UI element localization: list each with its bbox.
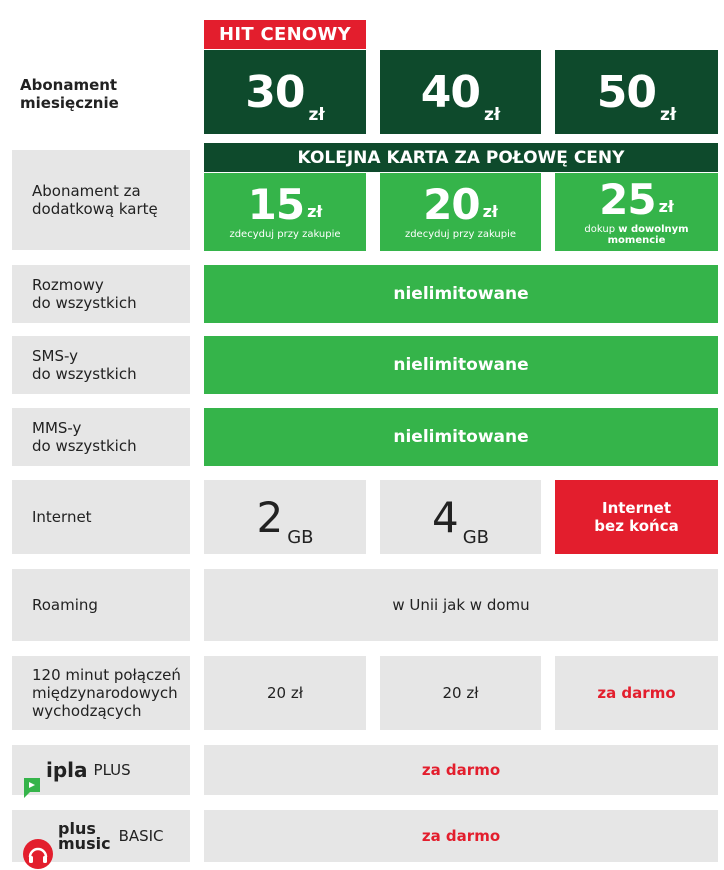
- extra-price-value: 15: [247, 180, 305, 229]
- music-logo-line2: music: [58, 834, 111, 853]
- extra-price-unit: zł: [658, 196, 674, 216]
- price-unit: zł: [484, 105, 501, 125]
- extra-card-price-25[interactable]: [555, 173, 718, 251]
- calls-label: Rozmowy do wszystkich: [12, 265, 190, 323]
- intl-price-plan2: 20 zł: [380, 656, 541, 730]
- plan-price-30[interactable]: [204, 50, 366, 134]
- sms-label: SMS-y do wszystkich: [12, 336, 190, 394]
- extra-price-unit: zł: [482, 202, 498, 221]
- intl-price-plan3: za darmo: [555, 656, 718, 730]
- plus-music-value: za darmo: [204, 810, 718, 862]
- hit-price-badge: HIT CENOWY: [204, 20, 366, 49]
- extra-price-note: zdecyduj przy zakupie: [404, 229, 517, 240]
- internet-unlimited: Internet bez końca: [555, 480, 718, 554]
- ipla-suffix: PLUS: [93, 761, 131, 779]
- headphones-icon: [22, 820, 54, 852]
- roaming-value: w Unii jak w domu: [204, 569, 718, 641]
- music-logo-line1: plus: [58, 819, 96, 838]
- price-unit: zł: [660, 105, 677, 125]
- ipla-plus-label: [12, 745, 190, 795]
- extra-card-price-15[interactable]: [204, 173, 366, 251]
- internet-2gb: 2 GB: [204, 480, 366, 554]
- extra-card-label: Abonament za dodatkową kartę: [12, 150, 190, 250]
- mms-label: MMS-y do wszystkich: [12, 408, 190, 466]
- internet-label: Internet: [12, 480, 190, 554]
- plus-music-label: [12, 810, 190, 862]
- extra-card-price-20[interactable]: [380, 173, 541, 251]
- ipla-logo-icon: [22, 758, 42, 782]
- ipla-plus-value: za darmo: [204, 745, 718, 795]
- price-value: 50: [596, 66, 657, 118]
- price-unit: zł: [308, 105, 325, 125]
- plan-price-50[interactable]: [555, 50, 718, 134]
- extra-price-note: dokup w dowolnym momencie: [584, 223, 689, 246]
- intl-price-plan1: 20 zł: [204, 656, 366, 730]
- extra-price-value: 25: [599, 174, 656, 224]
- roaming-label: Roaming: [12, 569, 190, 641]
- ipla-logo-text: ipla: [46, 758, 88, 782]
- music-suffix: BASIC: [118, 827, 164, 845]
- extra-price-value: 20: [423, 180, 480, 229]
- sms-value: nielimitowane: [204, 336, 718, 394]
- intl-minutes-label: 120 minut połączeń międzynarodowych wychodzących: [12, 656, 190, 730]
- mms-value: nielimitowane: [204, 408, 718, 466]
- price-value: 30: [245, 66, 305, 118]
- plan-price-40[interactable]: [380, 50, 541, 134]
- internet-4gb: 4 GB: [380, 480, 541, 554]
- extra-price-note: zdecyduj przy zakupie: [229, 229, 341, 240]
- calls-value: nielimitowane: [204, 265, 718, 323]
- price-value: 40: [420, 66, 481, 118]
- half-price-banner: KOLEJNA KARTA ZA POŁOWĘ CENY: [204, 143, 718, 172]
- monthly-subscription-label: Abonament miesięcznie: [20, 76, 119, 112]
- extra-price-unit: zł: [307, 202, 323, 221]
